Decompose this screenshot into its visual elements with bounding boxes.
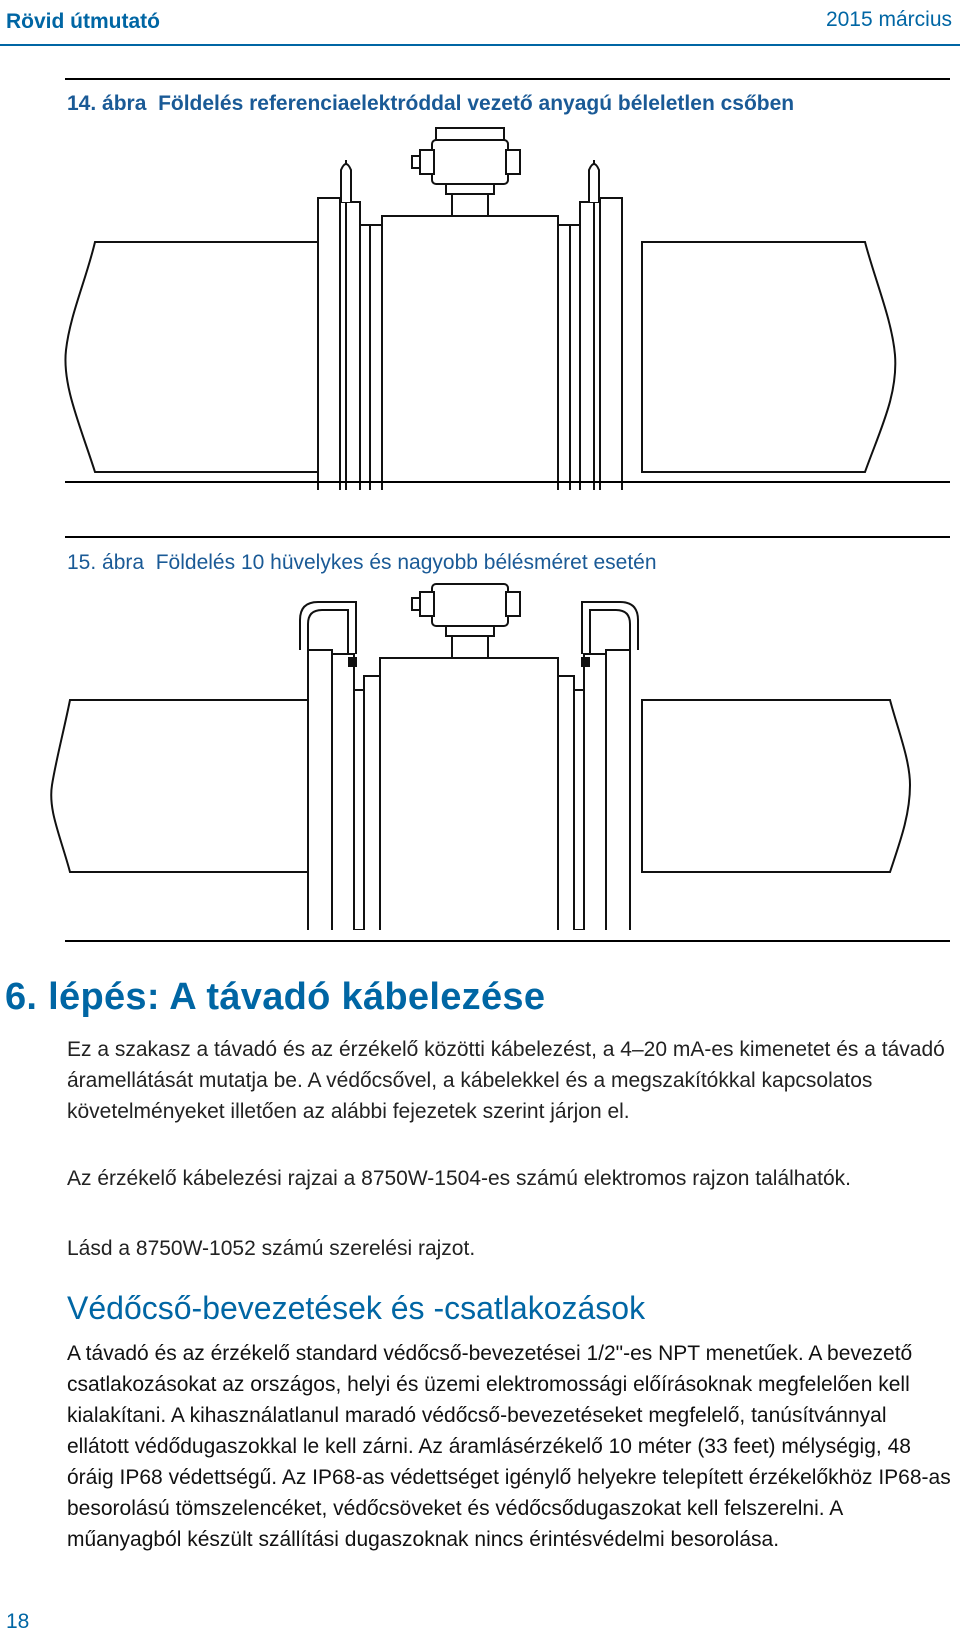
transmitter-neck-collar [446,184,494,194]
right-liner-ring [574,690,584,930]
transmitter-boss-left [412,156,420,168]
right-meter-flange [558,225,570,490]
section-body: A távadó és az érzékelő standard védőcső-bevezetései 1/2"-es NPT menetűek. A bevezető csatlakozásokat az országos, helyi és üzemi elektromossági előírásoknak megfelelően kell kialakítani. A kihasználatlanul maradó védőcső-bevezetéseket megfelelő, tanúsítvánnyal ellátott védődugaszokkal le kell zárni. Az áramlásérzékelő 10 méter (33 feet) mélységig, 48 óráig IP68 védettségű. Az IP68-as védettséget igénylő helyekre telepített érzékelőkhöz IP68-as besorolású tömszelencéket, védőcsöveket és védőcsődugaszokat kell felszerelni. A műanyagból készült szállítási dugaszoknak nincs érintésvédelmi besorolása. [67,1342,951,1551]
transmitter-neck [452,634,488,658]
transmitter-neck [452,192,488,216]
figure15-drawing [0,580,960,930]
figure15-caption: Földelés 10 hüvelykes és nagyobb bélésméret esetén [155,551,657,574]
right-flange-inner [580,202,600,490]
transmitter-housing [432,140,508,184]
left-ground-rod [341,164,351,202]
document-title: Rövid útmutató [6,10,160,33]
transmitter-housing [432,584,508,626]
right-ground-strap [582,658,589,666]
right-flange-outer [600,198,622,490]
step-paragraph-1: Ez a szakasz a távadó és az érzékelő közötti kábelezést, a 4–20 mA-es kimenetet és a távadó áramellátását mutatja be. A védőcsővel, a kábelekkel és a megszakítókkal kapcsolatos követelményeket illetően az alábbi fejezetek szerint járjon el. [67,1038,945,1123]
figure15-top-rule [65,536,950,538]
meter-body [380,658,558,930]
right-grounding-ring-inner [590,610,630,654]
figure14-bottom-rule [65,481,950,483]
left-flange-outer [308,650,332,930]
left-flange-inner [340,202,360,490]
step-paragraph-3: Lásd a 8750W-1052 számú szerelési rajzot. [67,1237,476,1260]
right-pipe [642,242,895,472]
left-grounding-ring-inner [308,610,348,654]
transmitter-terminal [436,128,504,140]
left-flange-inner [332,654,354,930]
transmitter-cover-right [506,592,520,616]
left-flange-outer [318,198,340,490]
left-meter-flange [364,676,380,930]
left-pipe [51,700,318,872]
left-liner-ring [354,690,364,930]
step-paragraph-2: Az érzékelő kábelezési rajzai a 8750W-1504-es számú elektromos rajzon találhatók. [67,1167,852,1190]
transmitter-cover-left [420,592,434,616]
left-ground-strap [349,658,356,666]
transmitter-boss-left [412,598,420,610]
step-title: 6. lépés: A távadó kábelezése [5,976,546,1018]
section-title: Védőcső-bevezetések és -csatlakozások [67,1290,646,1326]
figure15-bottom-rule [65,940,950,942]
header-rule [0,44,960,46]
right-ground-rod [589,164,599,202]
right-pipe [642,700,910,872]
left-meter-flange [370,225,382,490]
document-date: 2015 március [825,8,952,31]
transmitter-cover-right [506,150,520,174]
meter-body [382,216,558,490]
figure15-title [67,551,657,575]
figure14-caption: Földelés referenciaelektróddal vezető anyagú béleletlen csőben [158,92,795,115]
left-gasket [360,225,370,490]
transmitter-neck-collar [446,626,494,636]
figure14-title [67,92,794,116]
figure14-drawing [0,120,960,490]
right-meter-flange [558,676,574,930]
figure14-top-rule [65,78,950,80]
figure15-label: 15. ábra [67,551,145,574]
right-gasket [570,225,580,490]
figure14-label: 14. ábra [67,92,147,115]
right-flange-outer [606,650,630,930]
right-flange-inner [584,654,606,930]
left-pipe [65,242,318,472]
transmitter-cover-left [420,150,434,174]
page-number: 18 [6,1610,30,1633]
